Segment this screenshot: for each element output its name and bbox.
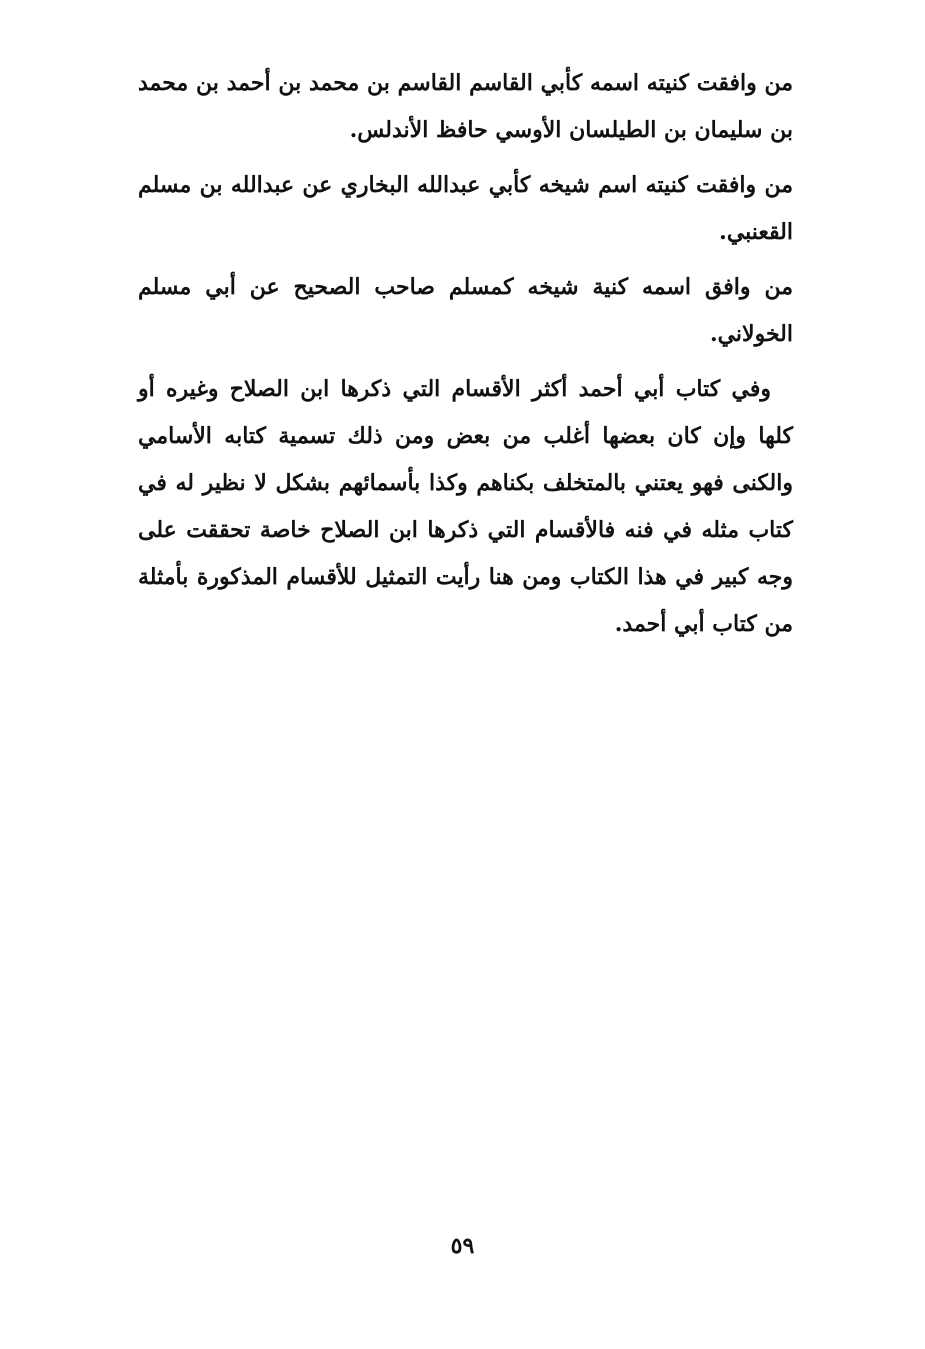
paragraph-4: وفي كتاب أبي أحمد أكثر الأقسام التي ذكرها ابن الصلاح وغيره أو كلها وإن كان بعضها أغلب من بعض ومن ذلك تسمية كتابه الأسامي والكنى فهو يعتني بالمتخلف بكناهم وكذا بأسمائهم بشكل لا نظير له في كتاب مثله في فنه فالأقسام التي ذكرها ابن الصلاح خاصة تحققت على وجه كبير في هذا الكتاب ومن هنا رأيت التمثيل للأقسام المذكورة بأمثلة من كتاب أبي أحمد. — [138, 376, 793, 637]
paragraph-2: من وافقت كنيته اسم شيخه كأبي عبدالله البخاري عن عبدالله بن مسلم القعنبي. — [138, 172, 793, 245]
paragraph-1: من وافقت كنيته اسمه كأبي القاسم القاسم بن محمد بن أحمد بن محمد بن سليمان بن الطيلسان الأوسي حافظ الأندلس. — [138, 70, 793, 143]
page-number: ٥٩ — [450, 1233, 475, 1259]
paragraph-3: من وافق اسمه كنية شيخه كمسلم صاحب الصحيح عن أبي مسلم الخولاني. — [138, 274, 793, 347]
body-text — [138, 60, 793, 656]
